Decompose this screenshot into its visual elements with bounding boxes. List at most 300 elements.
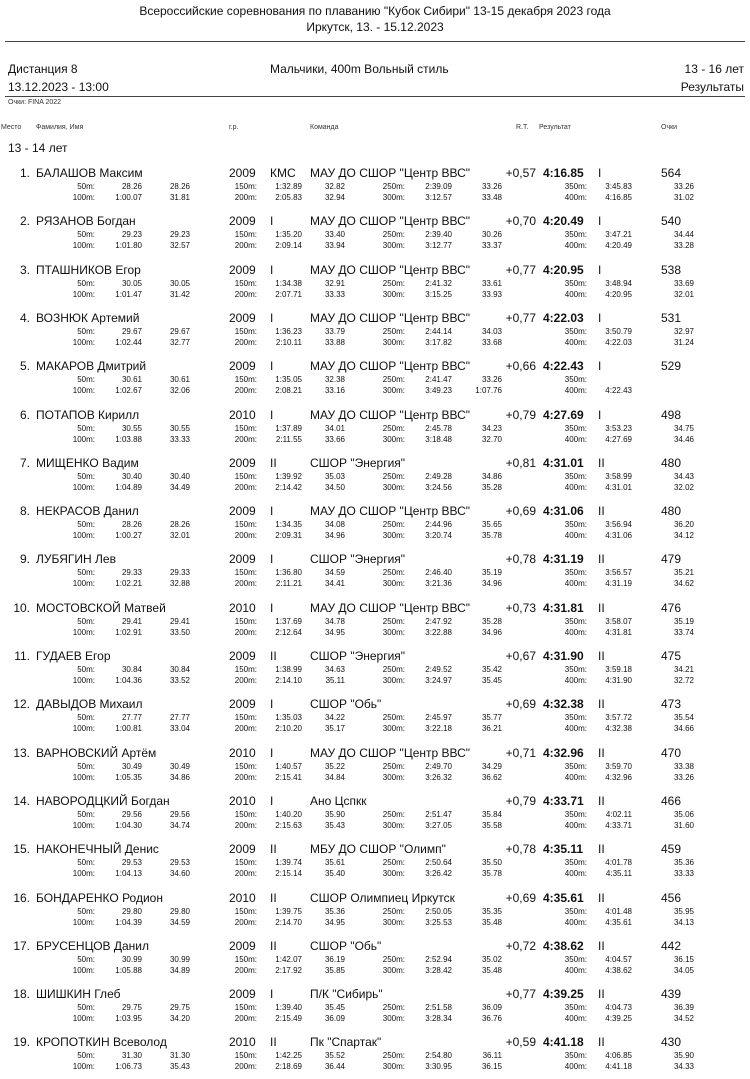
split-distance: 100m: — [72, 1062, 95, 1072]
split-distance: 350m: — [564, 954, 587, 964]
split-cumulative-time: 3:21.36 — [425, 579, 452, 589]
split-cumulative-time: 1:34.35 — [275, 520, 302, 530]
split-lap-time: 35.84 — [481, 809, 502, 819]
split-cumulative-time: 1:01.80 — [115, 241, 142, 251]
athlete-result: 4:27.69 — [543, 407, 584, 422]
split-distance: 50m: — [77, 375, 95, 385]
split-distance: 400m: — [564, 1014, 587, 1024]
split-cumulative-time: 29.41 — [121, 616, 142, 626]
athlete-row — [0, 307, 750, 355]
split-distance: 100m: — [72, 724, 95, 734]
split-lap-time: 33.33 — [169, 434, 190, 444]
split-lap-time: 30.61 — [169, 375, 190, 385]
split-lap-time: 34.59 — [324, 568, 345, 578]
split-cumulative-time: 4:38.62 — [605, 965, 632, 975]
split-distance: 300m: — [382, 337, 405, 347]
athlete-place: 10. — [13, 600, 30, 615]
split-lap-time: 30.55 — [169, 423, 190, 433]
split-cumulative-time: 3:57.72 — [605, 713, 632, 723]
split-lap-time: 35.54 — [673, 713, 694, 723]
split-lap-time: 34.49 — [169, 482, 190, 492]
athlete-points: 459 — [661, 842, 682, 857]
split-cumulative-time: 2:15.14 — [275, 869, 302, 879]
split-distance: 250m: — [382, 326, 405, 336]
split-distance: 300m: — [382, 386, 405, 396]
split-lap-time: 35.65 — [481, 520, 502, 530]
split-lap-time: 35.21 — [673, 568, 694, 578]
split-cumulative-time: 1:37.89 — [275, 423, 302, 433]
split-cumulative-time: 30.49 — [121, 761, 142, 771]
split-cumulative-time: 3:58.07 — [605, 616, 632, 626]
split-distance: 200m: — [234, 241, 257, 251]
split-lap-time: 35.35 — [481, 906, 502, 916]
split-distance: 250m: — [382, 761, 405, 771]
athlete-name: НАВОРОДЦКИЙ Богдан — [36, 793, 170, 808]
split-distance: 350m: — [564, 423, 587, 433]
split-distance: 300m: — [382, 965, 405, 975]
split-distance: 200m: — [234, 579, 257, 589]
split-distance: 150m: — [234, 665, 257, 674]
split-distance: 100m: — [72, 627, 95, 637]
split-lap-time: 32.91 — [324, 278, 345, 288]
split-lap-time: 30.84 — [169, 665, 190, 674]
split-lap-time: 32.88 — [169, 579, 190, 589]
athlete-place: 9. — [19, 552, 30, 567]
event-divider — [5, 96, 745, 97]
split-lap-time: 34.05 — [673, 965, 694, 975]
split-cumulative-time: 2:14.42 — [275, 482, 302, 492]
athlete-name: БРУСЕНЦОВ Данил — [36, 938, 149, 953]
athlete-reaction-time: +0,67 — [505, 649, 536, 663]
split-cumulative-time: 1:04.39 — [115, 917, 142, 927]
split-distance: 350m: — [564, 230, 587, 240]
athlete-name: КРОПОТКИН Всеволод — [36, 1035, 167, 1050]
split-lap-time: 35.02 — [481, 954, 502, 964]
split-lap-time: 35.90 — [324, 809, 345, 819]
col-rt: R.T. — [516, 124, 529, 131]
split-lap-time: 35.40 — [324, 869, 345, 879]
athlete-row — [0, 645, 750, 693]
split-distance: 100m: — [72, 676, 95, 685]
split-lap-time: 31.60 — [673, 820, 694, 830]
event-status: Результаты — [680, 80, 744, 94]
split-cumulative-time: 30.84 — [121, 665, 142, 674]
split-cumulative-time: 4:01.78 — [605, 858, 632, 868]
col-result: Результат — [539, 124, 571, 131]
split-distance: 50m: — [77, 568, 95, 578]
athlete-place: 4. — [19, 310, 30, 325]
split-distance: 200m: — [234, 724, 257, 734]
athlete-reaction-time: +0,77 — [505, 262, 536, 277]
split-distance: 200m: — [234, 772, 257, 782]
split-lap-time: 36.15 — [481, 1062, 502, 1072]
split-cumulative-time: 30.61 — [121, 375, 142, 385]
split-distance: 350m: — [564, 375, 587, 385]
athlete-team: Ано Цспкк — [310, 793, 367, 808]
split-cumulative-time: 1:06.73 — [115, 1062, 142, 1072]
split-cumulative-time: 2:10.20 — [275, 724, 302, 734]
split-lap-time: 32.02 — [673, 482, 694, 492]
split-distance: 50m: — [77, 1051, 95, 1061]
athlete-team: П/К "Сибирь" — [310, 987, 383, 1002]
athlete-result: 4:20.49 — [543, 214, 584, 229]
athlete-birth-year: 2010 — [229, 600, 256, 615]
split-cumulative-time: 4:35.11 — [605, 869, 632, 879]
split-lap-time: 34.50 — [324, 482, 345, 492]
athlete-place: 3. — [19, 262, 30, 277]
split-cumulative-time: 3:47.21 — [605, 230, 632, 240]
split-lap-time: 33.28 — [673, 241, 694, 251]
split-distance: 300m: — [382, 241, 405, 251]
athlete-result: 4:31.81 — [543, 600, 584, 615]
athlete-result-rank: II — [598, 938, 605, 953]
athlete-result-rank: II — [598, 842, 605, 857]
split-cumulative-time: 1:04.89 — [115, 482, 142, 492]
athlete-birth-year: 2009 — [229, 842, 256, 857]
split-lap-time: 33.16 — [324, 386, 345, 396]
split-lap-time: 34.12 — [673, 531, 694, 541]
split-lap-time: 34.66 — [673, 724, 694, 734]
athlete-team: МАУ ДО СШОР "Центр ВВС" — [310, 166, 471, 180]
split-distance: 150m: — [234, 520, 257, 530]
split-lap-time: 36.09 — [481, 1003, 502, 1013]
split-lap-time: 35.06 — [673, 809, 694, 819]
split-cumulative-time: 2:14.10 — [275, 676, 302, 685]
athlete-result: 4:31.01 — [543, 455, 584, 470]
split-lap-time: 33.26 — [481, 375, 502, 385]
split-lap-time: 34.84 — [324, 772, 345, 782]
athlete-row — [0, 355, 750, 403]
split-distance: 50m: — [77, 616, 95, 626]
split-lap-time: 36.62 — [481, 772, 502, 782]
athlete-result-rank: II — [598, 987, 605, 1002]
athlete-place: 1. — [19, 166, 30, 180]
split-lap-time: 34.03 — [481, 326, 502, 336]
split-distance: 250m: — [382, 423, 405, 433]
split-cumulative-time: 3:58.99 — [605, 471, 632, 481]
split-distance: 200m: — [234, 289, 257, 299]
athlete-rank: КМС — [270, 166, 296, 180]
split-distance: 350m: — [564, 616, 587, 626]
split-distance: 100m: — [72, 386, 95, 396]
split-cumulative-time: 4:39.25 — [605, 1014, 632, 1024]
split-lap-time: 33.94 — [324, 241, 345, 251]
split-lap-time: 34.33 — [673, 1062, 694, 1072]
athlete-points: 480 — [661, 504, 682, 519]
split-distance: 400m: — [564, 434, 587, 444]
split-cumulative-time: 30.55 — [121, 423, 142, 433]
split-cumulative-time: 2:11.21 — [275, 579, 302, 589]
split-lap-time: 34.86 — [481, 471, 502, 481]
split-lap-time: 29.23 — [169, 230, 190, 240]
split-distance: 50m: — [77, 809, 95, 819]
split-lap-time: 34.60 — [169, 869, 190, 879]
split-cumulative-time: 1:35.20 — [275, 230, 302, 240]
split-cumulative-time: 1:39.92 — [275, 471, 302, 481]
split-lap-time: 34.95 — [324, 917, 345, 927]
split-lap-time: 36.11 — [482, 1051, 502, 1061]
athlete-row — [0, 935, 750, 983]
split-lap-time: 32.72 — [673, 676, 694, 685]
split-distance: 150m: — [234, 230, 257, 240]
athlete-place: 16. — [13, 890, 30, 905]
split-distance: 200m: — [234, 917, 257, 927]
athlete-row — [0, 597, 750, 645]
split-cumulative-time: 1:42.25 — [275, 1051, 302, 1061]
athlete-team: МАУ ДО СШОР "Центр ВВС" — [310, 407, 471, 422]
split-lap-time: 34.96 — [324, 531, 345, 541]
athlete-birth-year: 2010 — [229, 745, 256, 760]
athlete-name: ПОТАПОВ Кирилл — [36, 407, 140, 422]
athlete-rank: I — [270, 214, 274, 229]
athlete-points: 531 — [661, 310, 682, 325]
athlete-rank: I — [270, 407, 274, 422]
athlete-name: ЛУБЯГИН Лев — [36, 552, 116, 567]
split-distance: 150m: — [234, 616, 257, 626]
athlete-name: ГУДАЕВ Егор — [36, 649, 111, 663]
split-cumulative-time: 4:35.61 — [605, 917, 632, 927]
split-cumulative-time: 27.77 — [121, 713, 142, 723]
split-cumulative-time: 3:22.18 — [425, 724, 452, 734]
split-lap-time: 36.15 — [673, 954, 694, 964]
split-cumulative-time: 2:12.64 — [275, 627, 302, 637]
split-distance: 200m: — [234, 1062, 257, 1072]
split-lap-time: 33.79 — [324, 326, 345, 336]
athlete-result-rank: II — [598, 455, 605, 470]
athlete-result: 4:31.19 — [543, 552, 584, 567]
split-cumulative-time: 4:31.19 — [605, 579, 632, 589]
split-cumulative-time: 3:28.34 — [425, 1014, 452, 1024]
athlete-row — [0, 548, 750, 596]
split-lap-time: 35.78 — [481, 531, 502, 541]
athlete-reaction-time: +0,78 — [505, 842, 536, 857]
athlete-birth-year: 2009 — [229, 262, 256, 277]
athlete-row — [0, 404, 750, 452]
split-cumulative-time: 1:40.57 — [275, 761, 302, 771]
split-lap-time: 34.23 — [481, 423, 502, 433]
athlete-result-rank: I — [598, 407, 602, 422]
split-lap-time: 33.40 — [324, 230, 345, 240]
split-lap-time: 35.43 — [324, 820, 345, 830]
split-distance: 250m: — [382, 954, 405, 964]
athlete-rank: I — [270, 987, 274, 1002]
split-cumulative-time: 3:45.83 — [605, 182, 632, 191]
athlete-result: 4:31.06 — [543, 504, 584, 519]
athlete-points: 473 — [661, 697, 682, 712]
split-lap-time: 32.77 — [169, 337, 190, 347]
split-lap-time: 33.50 — [169, 627, 190, 637]
athlete-reaction-time: +0,81 — [505, 455, 536, 470]
athlete-place: 18. — [13, 987, 30, 1002]
split-cumulative-time: 3:24.97 — [425, 676, 452, 685]
event-title: Мальчики, 400m Вольный стиль — [270, 62, 449, 76]
athlete-rank: I — [270, 697, 274, 712]
split-cumulative-time: 2:41.32 — [425, 278, 452, 288]
split-cumulative-time: 3:27.05 — [425, 820, 452, 830]
athlete-name: НАКОНЕЧНЫЙ Денис — [36, 842, 159, 857]
split-distance: 300m: — [382, 434, 405, 444]
split-distance: 400m: — [564, 820, 587, 830]
athlete-rank: II — [270, 890, 277, 905]
athlete-birth-year: 2009 — [229, 987, 256, 1002]
split-lap-time: 35.85 — [324, 965, 345, 975]
split-cumulative-time: 1:00.81 — [115, 724, 142, 734]
split-lap-time: 33.61 — [481, 278, 502, 288]
athlete-team: МАУ ДО СШОР "Центр ВВС" — [310, 214, 471, 229]
split-distance: 350m: — [564, 809, 587, 819]
split-cumulative-time: 2:45.78 — [425, 423, 452, 433]
athlete-place: 7. — [19, 455, 30, 470]
split-cumulative-time: 2:15.41 — [275, 772, 302, 782]
split-cumulative-time: 3:56.94 — [605, 520, 632, 530]
split-cumulative-time: 3:59.70 — [605, 761, 632, 771]
athlete-reaction-time: +0,72 — [505, 938, 536, 953]
split-lap-time: 33.69 — [673, 278, 694, 288]
split-cumulative-time: 1:40.20 — [275, 809, 302, 819]
athlete-result-rank: I — [598, 166, 602, 180]
athlete-team: Пк "Спартак" — [310, 1035, 382, 1050]
split-distance: 350m: — [564, 1051, 587, 1061]
split-distance: 400m: — [564, 676, 587, 685]
split-cumulative-time: 2:08.21 — [275, 386, 302, 396]
split-distance: 100m: — [72, 579, 95, 589]
split-lap-time: 34.20 — [169, 1014, 190, 1024]
split-lap-time: 34.13 — [673, 917, 694, 927]
split-distance: 350m: — [564, 326, 587, 336]
split-distance: 300m: — [382, 917, 405, 927]
split-lap-time: 34.29 — [481, 761, 502, 771]
athlete-birth-year: 2009 — [229, 697, 256, 712]
athlete-rank: I — [270, 262, 274, 277]
athlete-reaction-time: +0,73 — [505, 600, 536, 615]
split-cumulative-time: 30.99 — [121, 954, 142, 964]
athlete-result: 4:35.11 — [543, 842, 584, 857]
split-cumulative-time: 2:44.96 — [425, 520, 452, 530]
col-points: Очки — [661, 124, 678, 131]
athlete-birth-year: 2010 — [229, 407, 256, 422]
split-distance: 300m: — [382, 579, 405, 589]
split-lap-time: 32.06 — [169, 386, 190, 396]
athlete-rank: II — [270, 455, 277, 470]
athlete-row — [0, 500, 750, 548]
athlete-result: 4:38.62 — [543, 938, 584, 953]
split-distance: 350m: — [564, 665, 587, 674]
split-cumulative-time: 3:50.79 — [605, 326, 632, 336]
split-lap-time: 36.19 — [324, 954, 345, 964]
split-distance: 200m: — [234, 1014, 257, 1024]
split-distance: 150m: — [234, 906, 257, 916]
split-lap-time: 29.75 — [169, 1003, 190, 1013]
split-distance: 400m: — [564, 1062, 587, 1072]
split-distance: 250m: — [382, 713, 405, 723]
athlete-result-rank: II — [598, 793, 605, 808]
split-distance: 150m: — [234, 858, 257, 868]
age-group-heading: 13 - 14 лет — [8, 141, 68, 155]
split-lap-time: 30.40 — [169, 471, 190, 481]
split-cumulative-time: 29.23 — [121, 230, 142, 240]
athlete-result-rank: II — [598, 745, 605, 760]
split-distance: 250m: — [382, 520, 405, 530]
split-lap-time: 29.41 — [169, 616, 190, 626]
event-ages: 13 - 16 лет — [684, 62, 744, 76]
split-distance: 200m: — [234, 482, 257, 492]
split-lap-time: 34.95 — [324, 627, 345, 637]
split-cumulative-time: 1:39.75 — [275, 906, 302, 916]
split-distance: 200m: — [234, 193, 257, 202]
split-lap-time: 33.26 — [481, 182, 502, 191]
split-cumulative-time: 2:07.71 — [275, 289, 302, 299]
athlete-result: 4:20.95 — [543, 262, 584, 277]
split-lap-time: 35.48 — [481, 965, 502, 975]
split-cumulative-time: 1:04.30 — [115, 820, 142, 830]
split-lap-time: 35.52 — [324, 1051, 345, 1061]
split-distance: 300m: — [382, 676, 405, 685]
split-lap-time: 34.59 — [169, 917, 190, 927]
split-cumulative-time: 4:31.01 — [605, 482, 632, 492]
athlete-reaction-time: +0,78 — [505, 552, 536, 567]
split-cumulative-time: 4:04.73 — [605, 1003, 632, 1013]
athlete-team: МАУ ДО СШОР "Центр ВВС" — [310, 504, 471, 519]
split-lap-time: 30.26 — [481, 230, 502, 240]
split-lap-time: 35.17 — [324, 724, 345, 734]
split-cumulative-time: 1:35.05 — [275, 375, 302, 385]
athlete-rank: II — [270, 1035, 277, 1050]
athlete-result: 4:31.90 — [543, 649, 584, 663]
split-cumulative-time: 29.75 — [121, 1003, 142, 1013]
split-lap-time: 35.95 — [673, 906, 694, 916]
split-cumulative-time: 3:49.23 — [425, 386, 452, 396]
split-lap-time: 34.78 — [324, 616, 345, 626]
split-distance: 150m: — [234, 761, 257, 771]
athlete-result-rank: II — [598, 600, 605, 615]
athlete-reaction-time: +0,57 — [505, 166, 536, 180]
athlete-reaction-time: +0,69 — [505, 504, 536, 519]
athlete-points: 564 — [661, 166, 682, 180]
split-lap-time: 33.26 — [673, 772, 694, 782]
split-cumulative-time: 1:03.88 — [115, 434, 142, 444]
athlete-birth-year: 2009 — [229, 938, 256, 953]
col-name: Фамилия, Имя — [36, 124, 84, 131]
split-cumulative-time: 29.80 — [121, 906, 142, 916]
split-cumulative-time: 4:41.18 — [605, 1062, 632, 1072]
athlete-team: МАУ ДО СШОР "Центр ВВС" — [310, 262, 471, 277]
split-lap-time: 33.38 — [673, 761, 694, 771]
split-cumulative-time: 3:18.48 — [425, 434, 452, 444]
athlete-name: РЯЗАНОВ Богдан — [36, 214, 136, 229]
split-cumulative-time: 2:15.63 — [275, 820, 302, 830]
split-lap-time: 33.52 — [169, 676, 190, 685]
split-cumulative-time: 1:02.21 — [115, 579, 142, 589]
split-cumulative-time: 4:32.38 — [605, 724, 632, 734]
split-distance: 100m: — [72, 965, 95, 975]
split-lap-time: 36.20 — [673, 520, 694, 530]
athlete-team: МБУ ДО СШОР "Олимп" — [310, 842, 446, 857]
athlete-team: СШОР Олимпиец Иркутск — [310, 890, 455, 905]
split-distance: 300m: — [382, 724, 405, 734]
athlete-points: 430 — [661, 1035, 682, 1050]
athlete-birth-year: 2009 — [229, 455, 256, 470]
athlete-row — [0, 210, 750, 258]
split-cumulative-time: 1:39.40 — [275, 1003, 302, 1013]
athlete-points: 456 — [661, 890, 682, 905]
split-lap-time: 34.63 — [324, 665, 345, 674]
athlete-birth-year: 2010 — [229, 793, 256, 808]
split-lap-time: 32.57 — [169, 241, 190, 251]
athlete-rank: I — [270, 745, 274, 760]
split-lap-time: 33.26 — [673, 182, 694, 191]
split-cumulative-time: 1:05.88 — [115, 965, 142, 975]
split-distance: 100m: — [72, 1014, 95, 1024]
